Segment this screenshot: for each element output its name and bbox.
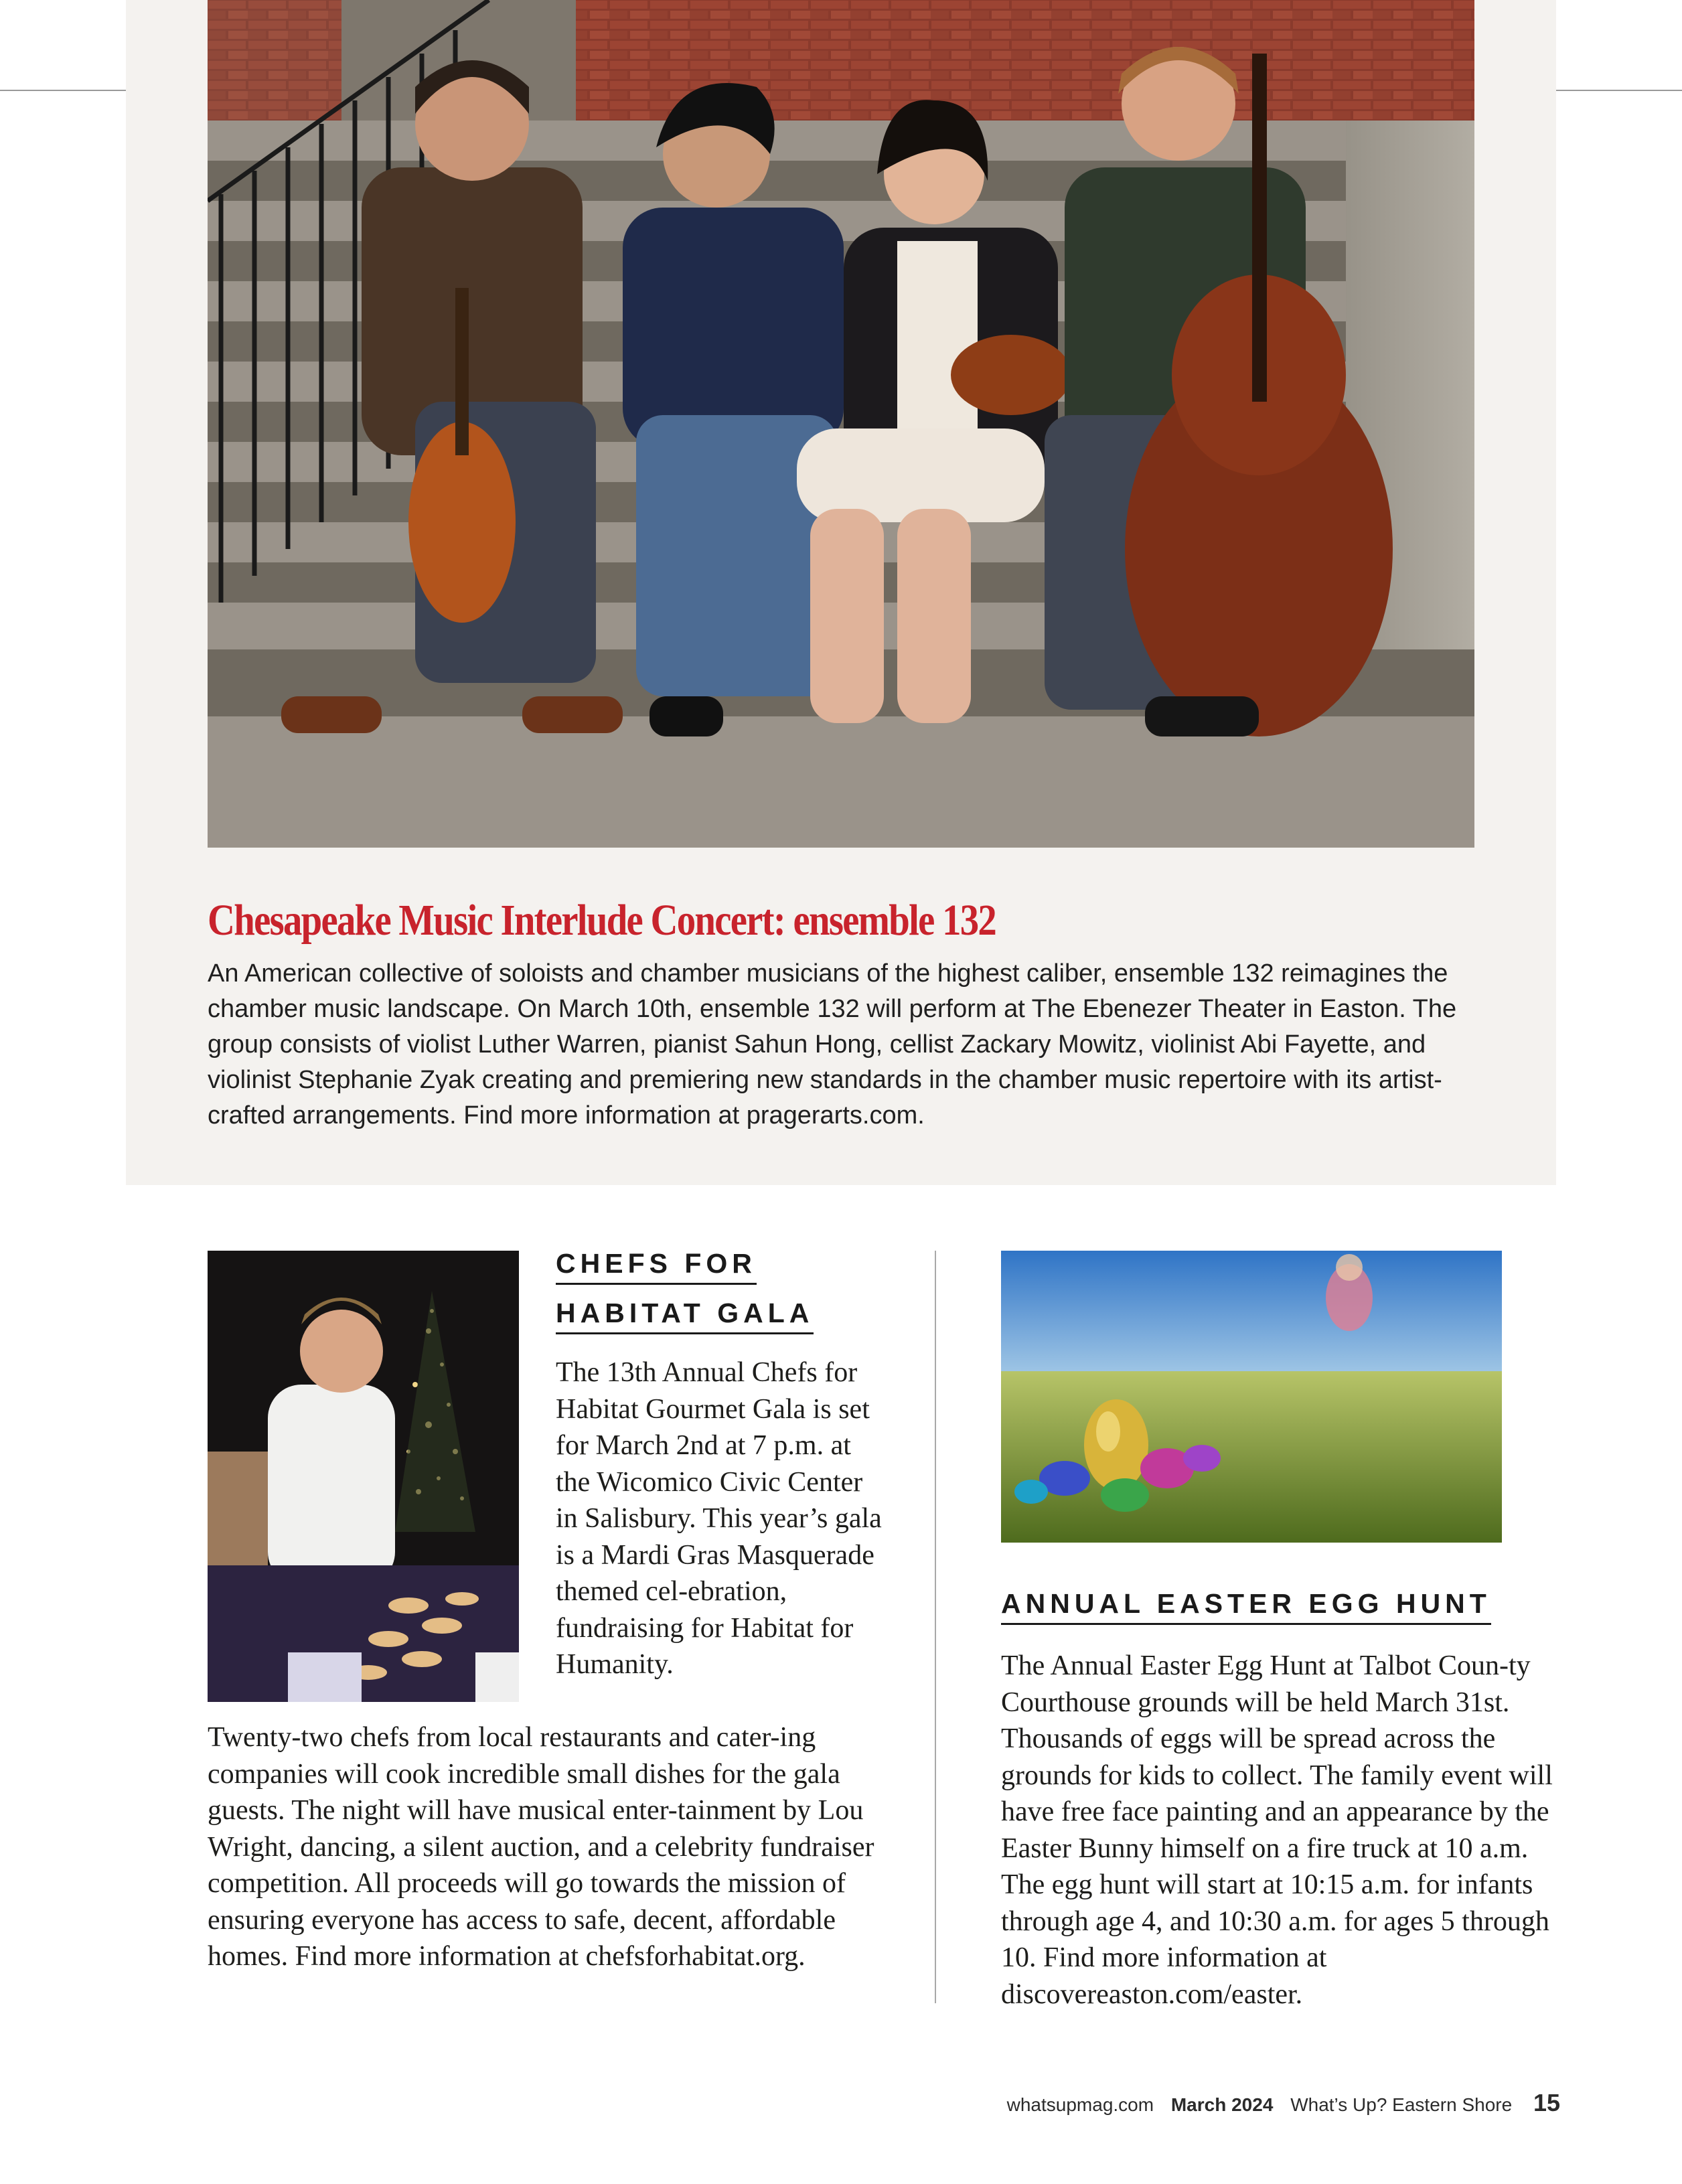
chefs-heading-line-1: CHEFS FOR <box>556 1247 757 1285</box>
footer-publication: What’s Up? Eastern Shore <box>1290 2094 1513 2115</box>
chefs-heading-line-2: HABITAT GALA <box>556 1296 814 1334</box>
feature-body: An American collective of soloists and chamber musicians of the highest caliber, ensemble 132 reimagines the chamber music landscape. On March 10th, ensemble 132 will perform at The Ebenezer Theater in Easton. The group consists of violist Luther Warren, pianist Sahun Hong, cellist Zackary Mowitz, violinist Abi Fayette, and violinist Stephanie Zyak creating and premiering new standards in the chamber music repertoire with its artist-crafted arrangements. Find more information at pragerarts.com. <box>208 959 1457 1129</box>
easter-eggs-photo <box>1001 1251 1502 1543</box>
footer-site: whatsupmag.com <box>1006 2094 1154 2115</box>
page-number: 15 <box>1533 2089 1560 2116</box>
top-rule-right <box>1556 90 1682 91</box>
feature-title: Chesapeake Music Interlude Concert: ensemble 132 <box>208 896 996 945</box>
chef-gala-photo <box>208 1251 519 1702</box>
chefs-body-full: Twenty-two chefs from local restaurants and cater-ing companies will cook incredible small dishes for the gala guests. The night will have musical enter-tainment by Lou Wright, dancing, a silent auction, and a celebrity fundraiser competition. All proceeds will go towards the mission of ensuring everyone has access to safe, decent, affordable homes. Find more information at chefsforhabitat.org. <box>208 1722 874 1972</box>
top-rule-left <box>0 90 126 91</box>
column-divider <box>935 1251 936 2003</box>
easter-heading: ANNUAL EASTER EGG HUNT <box>1001 1587 1491 1625</box>
easter-body: The Annual Easter Egg Hunt at Talbot Coun-ty Courthouse grounds will be held March 31st. Thousands of eggs will be spread across the grounds for kids to collect. The family event will have free face painting and an appearance by the Easter Bunny himself on a fire truck at 10 a.m. The egg hunt will start at 10:15 a.m. for infants through age 4, and 10:30 a.m. for ages 5 through 10. Find more information at discovereaston.com/easter. <box>1001 1650 1553 2010</box>
chefs-body-wrap: The 13th Annual Chefs for Habitat Gourmet Gala is set for March 2nd at 7 p.m. at the Wicomico Civic Center in Salisbury. This year’s gala is a Mardi Gras Masquerade themed cel-ebration, fundraising for Habitat for Humanity. <box>556 1357 882 1680</box>
ensemble-132-photo <box>208 0 1474 848</box>
page-footer <box>1007 2089 1560 2117</box>
footer-issue: March 2024 <box>1170 2094 1274 2115</box>
